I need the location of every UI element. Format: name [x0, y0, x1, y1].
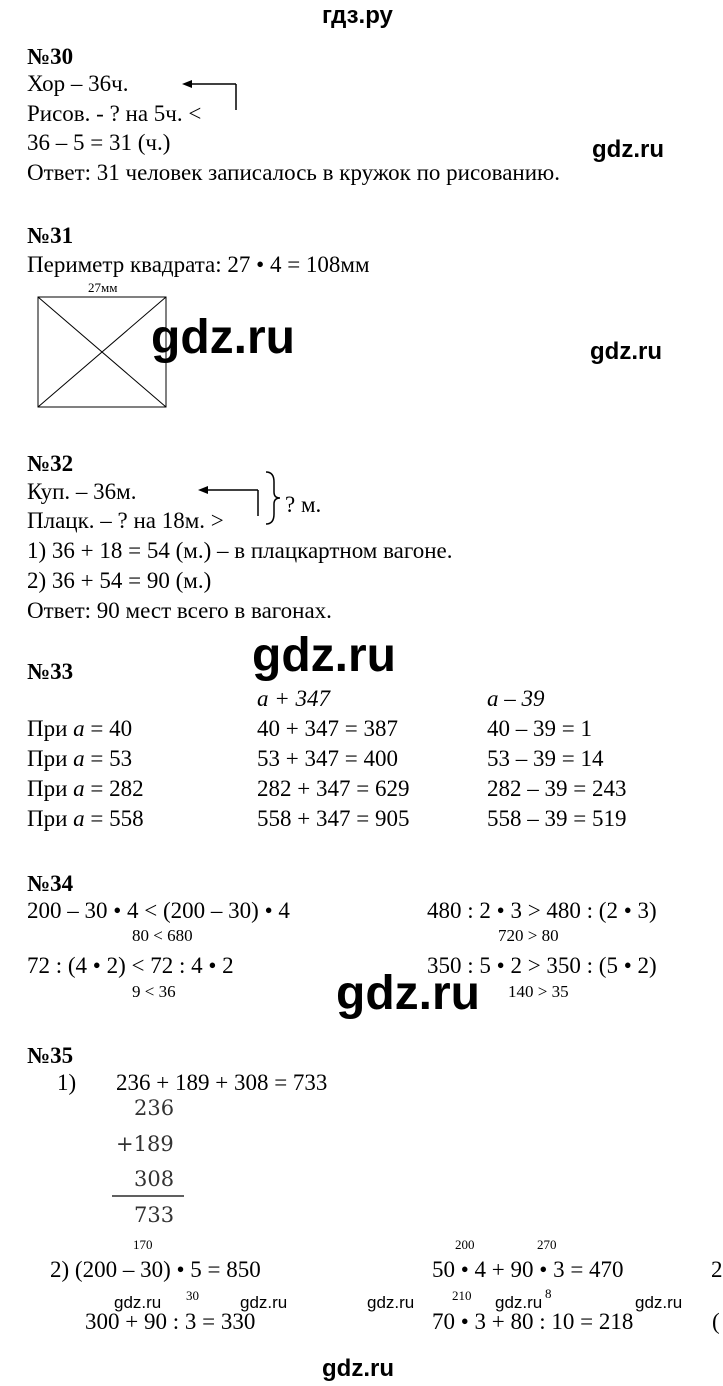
problem-35-expr2: 2) (200 – 30) • 5 = 850: [50, 1257, 261, 1282]
table-row: При a = 53: [27, 746, 133, 771]
problem-35-hint-200: 200: [455, 1237, 475, 1252]
watermark: gdz.ru: [336, 967, 480, 1020]
square-side-label: 27мм: [88, 280, 118, 295]
table-cell-sum: 558 + 347 = 905: [257, 806, 410, 831]
problem-32-step2: 2) 36 + 54 = 90 (м.): [27, 568, 212, 593]
site-header: гдз.ру: [322, 2, 393, 29]
watermark: gdz.ru: [590, 338, 662, 365]
problem-35-expr3: 50 • 4 + 90 • 3 = 470: [432, 1257, 624, 1282]
problem-35-edge-right-2: (: [712, 1309, 720, 1334]
watermark: gdz.ru: [151, 311, 295, 364]
watermark: gdz.ru: [592, 136, 664, 163]
problem-35-hint-30: 30: [186, 1288, 199, 1303]
problem-30-line2: Рисов. - ? на 5ч. <: [27, 101, 202, 126]
problem-34-left1: 200 – 30 • 4 < (200 – 30) • 4: [27, 898, 290, 923]
problem-31-title: №31: [27, 223, 74, 248]
watermark: gdz.ru: [322, 1355, 394, 1382]
table-row: При a = 40: [27, 716, 133, 741]
problem-33-title: №33: [27, 659, 74, 684]
column-addend-2: +189: [116, 1132, 174, 1156]
table-cell-diff: 53 – 39 = 14: [487, 746, 604, 771]
column-sum-line: [112, 1194, 184, 1198]
problem-34-right2-result: 140 > 35: [508, 982, 569, 1001]
table-cell-sum: 282 + 347 = 629: [257, 776, 410, 801]
problem-30-line3: 36 – 5 = 31 (ч.): [27, 130, 171, 155]
problem-30-line1: Хор – 36ч.: [27, 71, 129, 96]
problem-34-left2-result: 9 < 36: [132, 982, 176, 1001]
problem-34-title: №34: [27, 871, 74, 896]
problem-34-right2: 350 : 5 • 2 > 350 : (5 • 2): [427, 953, 657, 978]
problem-32-answer: Ответ: 90 мест всего в вагонах.: [27, 598, 332, 623]
problem-32-step1: 1) 36 + 18 = 54 (м.) – в плацкартном вагоне.: [27, 538, 453, 563]
table-row: При a = 558: [27, 806, 144, 831]
problem-35-item1-number: 1): [57, 1070, 77, 1095]
problem-35-expr1: 236 + 189 + 308 = 733: [116, 1070, 328, 1095]
problem-32-line1: Куп. – 36м.: [27, 479, 137, 504]
problem-35-edge-right-1: 2: [711, 1257, 723, 1282]
problem-30-answer: Ответ: 31 человек записалось в кружок по рисованию.: [27, 160, 560, 185]
problem-31-line1: Периметр квадрата: 27 • 4 = 108мм: [27, 252, 370, 277]
problem-33-head-diff: a – 39: [487, 686, 545, 711]
problem-34-right1-result: 720 > 80: [498, 926, 559, 945]
problem-34-left2: 72 : (4 • 2) < 72 : 4 • 2: [27, 953, 234, 978]
column-addend-1: 236: [134, 1096, 175, 1120]
table-row: При a = 282: [27, 776, 144, 801]
problem-33-head-sum: a + 347: [257, 686, 331, 711]
table-cell-sum: 40 + 347 = 387: [257, 716, 398, 741]
problem-35-hint-8: 8: [545, 1286, 552, 1301]
column-result: 733: [134, 1203, 175, 1227]
watermark: gdz.ru: [114, 1293, 162, 1312]
problem-35-hint-270: 270: [537, 1237, 557, 1252]
problem-35-hint-210: 210: [452, 1288, 472, 1303]
problem-35-hint-170: 170: [133, 1237, 153, 1252]
watermark: gdz.ru: [367, 1293, 415, 1312]
problem-32-title: №32: [27, 451, 74, 476]
problem-32-brace: [264, 470, 284, 526]
problem-32-line2: Плацк. – ? на 18м. >: [27, 508, 224, 533]
problem-34-left1-result: 80 < 680: [132, 926, 193, 945]
problem-34-right1: 480 : 2 • 3 > 480 : (2 • 3): [427, 898, 657, 923]
problem-35-expr5: 70 • 3 + 80 : 10 = 218: [432, 1309, 634, 1334]
problem-35-expr4: 300 + 90 : 3 = 330: [85, 1309, 256, 1334]
square-figure: [37, 296, 167, 408]
problem-32-brace-question: ? м.: [285, 492, 322, 517]
watermark: gdz.ru: [495, 1293, 543, 1312]
column-addend-3: 308: [134, 1167, 175, 1191]
table-cell-diff: 282 – 39 = 243: [487, 776, 627, 801]
watermark: gdz.ru: [635, 1293, 683, 1312]
problem-30-title: №30: [27, 44, 74, 69]
table-cell-diff: 558 – 39 = 519: [487, 806, 627, 831]
problem-35-title: №35: [27, 1043, 74, 1068]
table-cell-diff: 40 – 39 = 1: [487, 716, 592, 741]
watermark: gdz.ru: [240, 1293, 288, 1312]
table-cell-sum: 53 + 347 = 400: [257, 746, 398, 771]
watermark: gdz.ru: [252, 629, 396, 682]
